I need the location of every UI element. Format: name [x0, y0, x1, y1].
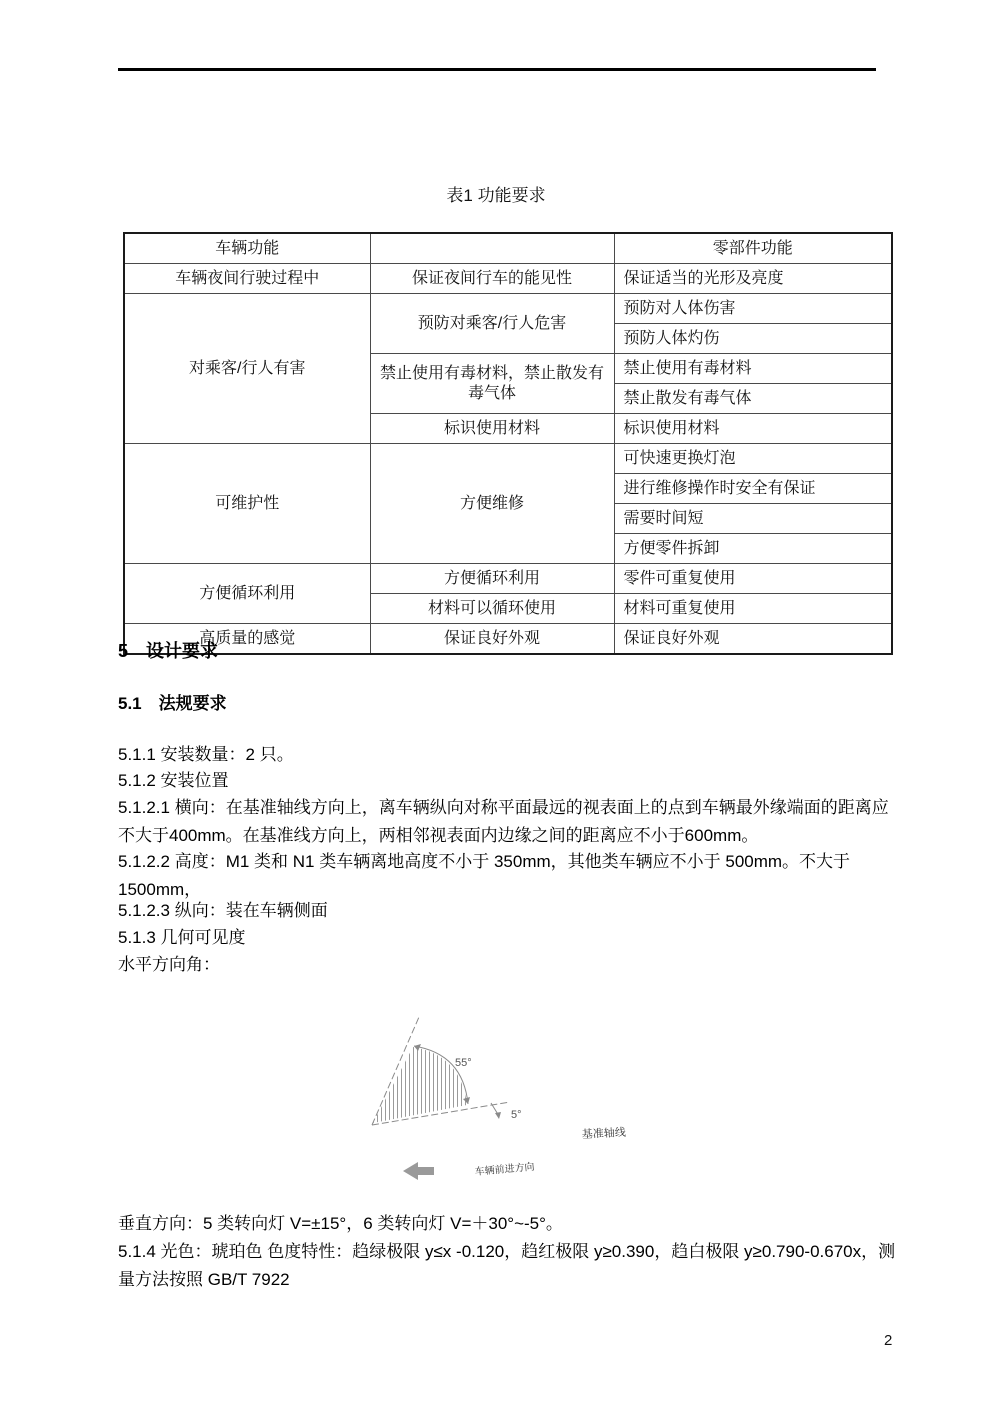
header-rule	[118, 68, 876, 71]
table-cell: 禁止使用有毒材料，禁止散发有毒气体	[370, 354, 614, 414]
paragraph-5-1-2-3: 5.1.2.3 纵向：装在车辆侧面	[118, 901, 328, 920]
table-cell: 标识使用材料	[614, 414, 892, 444]
table-cell: 方便循环利用	[370, 564, 614, 594]
function-requirements-table	[123, 232, 893, 655]
table-cell: 保证适当的光形及亮度	[614, 264, 892, 294]
header-middle-empty	[370, 233, 614, 264]
table-caption: 表1 功能要求	[446, 186, 546, 205]
table-cell: 进行维修操作时安全有保证	[614, 474, 892, 504]
section-heading-5-1: 5.1 法规要求	[118, 694, 227, 713]
table-cell: 可维护性	[124, 444, 370, 564]
table-row	[124, 564, 892, 594]
paragraph-5-1-2: 5.1.2 安装位置	[118, 771, 229, 790]
header-component-function: 零部件功能	[614, 233, 892, 264]
paragraph-5-1-4: 5.1.4 光色：琥珀色 色度特性：趋绿极限 y≤x -0.120，趋红极限 y≥0.390，趋白极限 y≥0.790-0.670x，测量方法按照 GB/T 7922	[118, 1242, 896, 1289]
angle-5-label: 5°	[511, 1109, 522, 1121]
table-cell: 需要时间短	[614, 504, 892, 534]
table-cell: 禁止使用有毒材料	[614, 354, 892, 384]
table-cell: 禁止散发有毒气体	[614, 384, 892, 414]
paragraph-5-1-3: 5.1.3 几何可见度	[118, 928, 246, 947]
table-cell: 方便循环利用	[124, 564, 370, 624]
page-number: 2	[884, 1332, 893, 1349]
leader-arrowhead-icon	[495, 1112, 501, 1119]
paragraph-5-1-2-1: 5.1.2.1 横向：在基准轴线方向上，离车辆纵向对称平面最远的视表面上的点到车辆最外缘端面的距离应不大于400mm。在基准线方向上，两相邻视表面内边缘之间的距离应不小于600mm。	[118, 798, 889, 845]
forward-direction-label: 车辆前进方向	[474, 1161, 536, 1178]
table-cell: 保证良好外观	[614, 624, 892, 655]
table-cell: 零件可重复使用	[614, 564, 892, 594]
paragraph-5-1-2-2: 5.1.2.2 高度：M1 类和 N1 类车辆离地高度不小于 350mm，其他类车辆应不小于 500mm。不大于1500mm，	[118, 852, 851, 899]
paragraph-horizontal-angle: 水平方向角：	[118, 955, 220, 974]
paragraph-vertical-direction: 垂直方向：5 类转向灯 V=±15°，6 类转向灯 V=＋30°~-5°。	[118, 1214, 563, 1233]
table-cell: 保证夜间行车的能见性	[370, 264, 614, 294]
section-heading-5: 5 设计要求	[118, 641, 219, 661]
paragraph-5-1-1: 5.1.1 安装数量：2 只。	[118, 745, 294, 764]
reference-axis-label: 基准轴线	[581, 1126, 627, 1141]
table-cell: 材料可以循环使用	[370, 594, 614, 624]
table-cell: 保证良好外观	[370, 624, 614, 655]
table-row	[124, 444, 892, 474]
header-vehicle-function: 车辆功能	[124, 233, 370, 264]
table-cell: 预防对乘客/行人危害	[370, 294, 614, 354]
table-cell: 预防人体灼伤	[614, 324, 892, 354]
table-cell: 方便维修	[370, 444, 614, 564]
table-cell: 车辆夜间行驶过程中	[124, 264, 370, 294]
forward-arrow-icon	[403, 1162, 434, 1180]
table-row	[124, 294, 892, 324]
table-cell: 材料可重复使用	[614, 594, 892, 624]
table-row	[124, 264, 892, 294]
table-cell: 对乘客/行人有害	[124, 294, 370, 444]
table-cell: 高质量的感觉	[124, 624, 370, 655]
geometric-visibility-diagram	[360, 1000, 680, 1200]
table-header-row	[124, 233, 892, 264]
table-cell: 可快速更换灯泡	[614, 444, 892, 474]
angle-55-label: 55°	[455, 1057, 472, 1069]
table-cell: 方便零件拆卸	[614, 534, 892, 564]
table-cell: 预防对人体伤害	[614, 294, 892, 324]
table-cell: 标识使用材料	[370, 414, 614, 444]
